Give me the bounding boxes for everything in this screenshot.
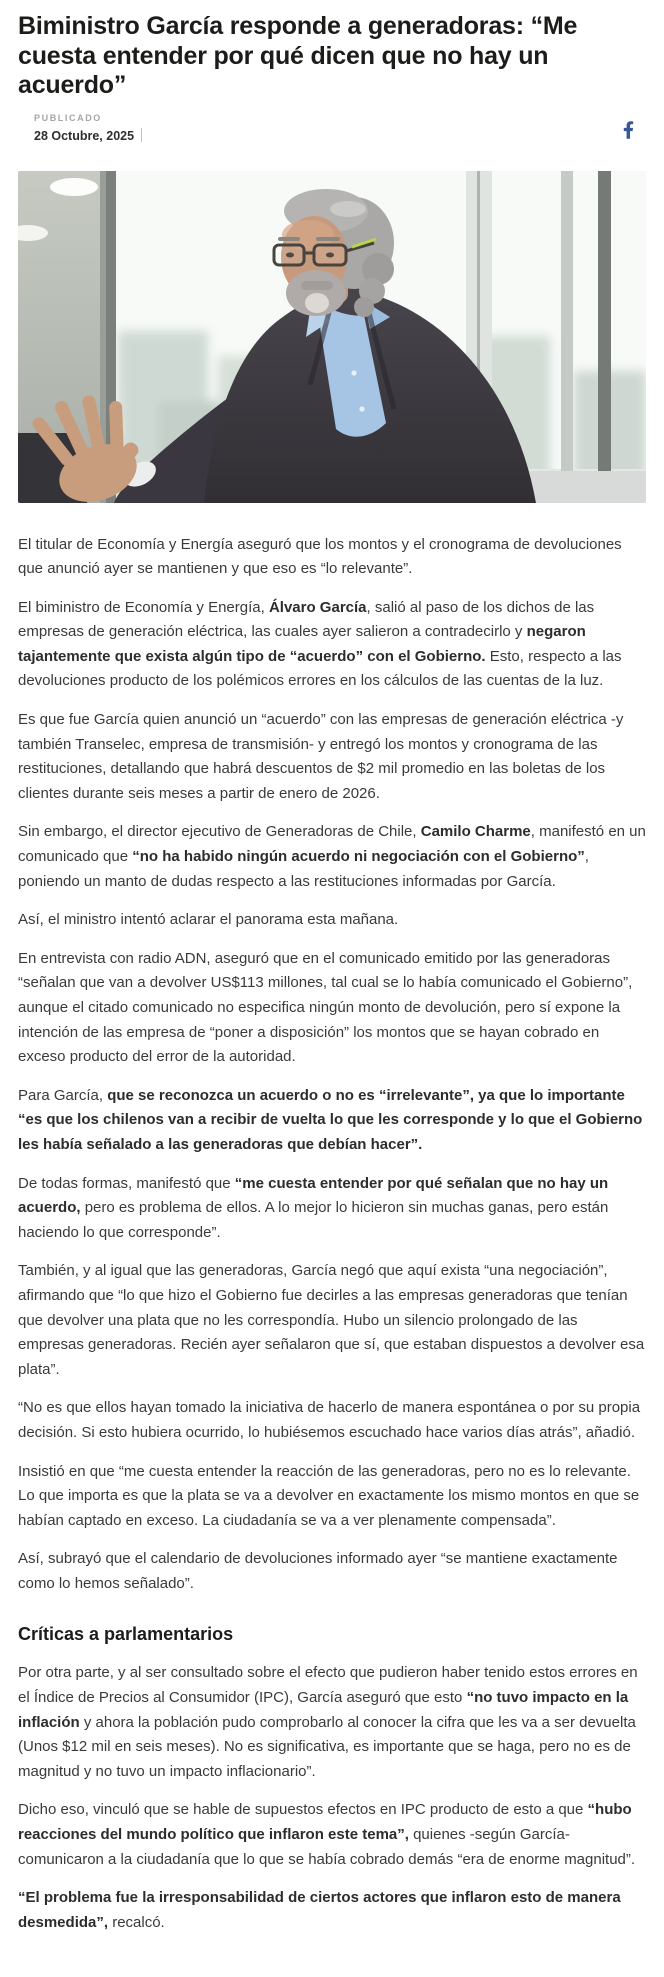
- article-page: [0, 12, 664, 1975]
- article-meta: [0, 109, 664, 149]
- page-title: Biministro García responde a generadoras: “Me cuesta entender por qué dicen que no hay un acuerdo”: [18, 12, 578, 99]
- hero-photo: [18, 171, 646, 503]
- body-paragraph: También, y al igual que las generadoras, García negó que aquí exista “una negociación”, afirmando que “lo que hizo el Gobierno fue decirles a las empresas generadoras que tenían que devolver una plata que no les correspondía. Hubo un silencio prolongado de las empresas generadoras. Recién ayer señalaron que sí, que estaban dispuestos a devolver esa plata”.: [18, 1262, 645, 1378]
- body-paragraph: Sin embargo, el director ejecutivo de Generadoras de Chile, Camilo Charme, manifestó en un comunicado que “no ha habido ningún acuerdo ni negociación con el Gobierno”, poniendo un manto de dudas respecto a las restituciones informadas por García.: [18, 823, 646, 890]
- lead-paragraph: El titular de Economía y Energía aseguró que los montos y el cronograma de devoluciones que anunció ayer se mantienen y que eso es “lo relevante”.: [18, 535, 622, 578]
- body-paragraph: “El problema fue la irresponsabilidad de ciertos actores que inflaron esto de manera desmedida”, recalcó.: [18, 1889, 621, 1931]
- body-paragraph: Dicho eso, vinculó que se hable de supuestos efectos en IPC producto de esto a que “hubo reacciones del mundo político que inflaron este tema”, quienes -según García- comunicaron a la ciudadanía que lo que se había cobrado demás “era de enorme magnitud”.: [18, 1801, 636, 1868]
- body-paragraph: Así, subrayó que el calendario de devoluciones informado ayer “se mantiene exactamente como lo hemos señalado”.: [18, 1550, 618, 1592]
- body-paragraph: Insistió en que “me cuesta entender la reacción de las generadoras, pero no es lo relevante. Lo que importa es que la plata se va a devolver en exactamente los mismo montos en que se habían captado en exceso. La ciudadanía se va a ver plenamente compensada”.: [18, 1462, 640, 1529]
- body-paragraph: “No es que ellos hayan tomado la iniciativa de hacerlo de manera espontánea o por su propia decisión. Si esto hubiera ocurrido, lo hubiésemos escuchado hace varios días atrás”, añadió.: [18, 1399, 641, 1441]
- publish-info: [34, 113, 142, 143]
- publish-date: 28 Octubre, 2025: [34, 128, 142, 143]
- minister-portrait-illustration: [18, 171, 646, 503]
- body-paragraph: Así, el ministro intentó aclarar el panorama esta mañana.: [18, 911, 399, 929]
- facebook-icon: [623, 127, 634, 142]
- body-paragraph: Para García, que se reconozca un acuerdo o no es “irrelevante”, ya que lo importante “es que los chilenos van a recibir de vuelta lo que les corresponde y lo que el Gobierno les había señalado a las generadoras que debían hacer”.: [18, 1086, 643, 1153]
- section-heading: Críticas a parlamentarios: [18, 1624, 234, 1645]
- body-paragraph: Por otra parte, y al ser consultado sobre el efecto que pudieron haber tenido estos errores en el Índice de Precios al Consumidor (IPC), García aseguró que esto “no tuvo impacto en la inflación y ahora la población pudo comprobarlo al conocer la cifra que les va a ser devuelta (Unos $12 mil en seis meses). No es significativa, es importante que se haga, pero no es de magnitud y no tuvo un impacto inflacionario”.: [18, 1664, 638, 1780]
- body-paragraph: El biministro de Economía y Energía, Álvaro García, salió al paso de los dichos de las empresas de generación eléctrica, las cuales ayer salieron a contradecirlo y negaron tajantemente que exista algún tipo de “acuerdo” con el Gobierno. Esto, respecto a las devoluciones producto de los polémicos errores en los cálculos de las cuentas de la luz.: [18, 598, 622, 690]
- body-paragraph: En entrevista con radio ADN, aseguró que en el comunicado emitido por las generadoras “señalan que van a devolver US$113 millones, tal cual se lo había comunicado el Gobierno”, aunque el citado comunicado no especifica ningún monto de devolución, pero sí expone la intención de las empresa de “poner a disposición” los montos que se hayan cobrado en exceso producto del error de la autoridad.: [18, 949, 633, 1066]
- published-label: PUBLICADO: [34, 112, 102, 123]
- body-paragraph: Es que fue García quien anunció un “acuerdo” con las empresas de generación eléctrica -y también Transelec, empresa de transmisión- y entregó los montos y cronograma de las restituciones, detallando que habrá descuentos de $2 mil promedio en las boletas de los clientes durante seis meses a partir de enero de 2026.: [18, 711, 624, 802]
- facebook-share-button[interactable]: [619, 117, 638, 143]
- date-separator: [141, 128, 142, 142]
- article-body: [0, 533, 664, 1976]
- body-paragraph: De todas formas, manifestó que “me cuesta entender por qué señalan que no hay un acuerdo, pero es problema de ellos. A lo mejor lo hicieron sin muchas ganas, pero están haciendo lo que corresponde”.: [18, 1174, 609, 1241]
